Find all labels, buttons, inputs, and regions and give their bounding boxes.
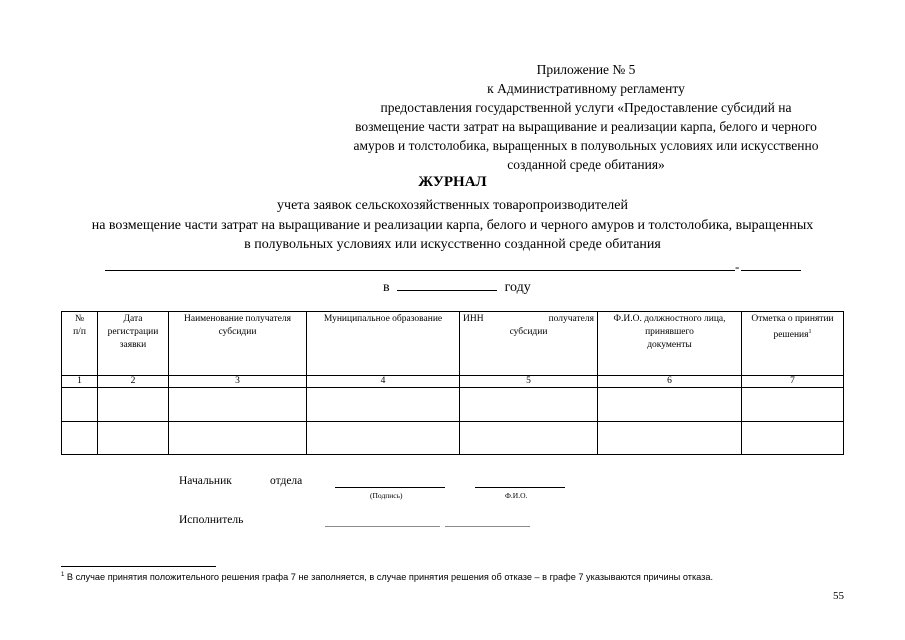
name-caption: Ф.И.О.: [505, 491, 528, 500]
table-header-row: [62, 312, 844, 376]
footnote: [61, 572, 713, 582]
table-cell: [460, 388, 598, 421]
name-line: [475, 486, 565, 488]
header-decision: Отметка о принятии решения$^1$: [742, 312, 844, 376]
organization-blank-line: [105, 270, 735, 271]
table-cell: [98, 388, 169, 421]
year-blank-line: [397, 278, 497, 291]
table-cell: [742, 421, 844, 455]
appendix-line: возмещение части затрат на выращивание и реализации карпа, белого и черного: [355, 119, 817, 134]
table-cell: [98, 421, 169, 455]
header-recipient: Наименование получателя субсидии: [169, 312, 307, 376]
journal-subtitle: [40, 196, 865, 255]
footnote-text: В случае принятия положительного решения графа 7 не заполняется, в случае принятия решения об отказе – в графе 7 указываются причины отказа.: [66, 572, 714, 583]
year-suffix: году: [504, 280, 531, 295]
signature-line: [335, 486, 445, 488]
header-num: № п/п: [62, 312, 98, 376]
footnote-ref: 1: [808, 329, 812, 335]
year-prefix: в: [383, 280, 390, 295]
column-number: 2: [98, 375, 169, 387]
appendix-line: созданной среде обитания»: [507, 157, 665, 172]
table-cell: [307, 421, 460, 455]
executor-name-line: [445, 525, 530, 527]
table-cell: [62, 421, 98, 455]
column-number: 3: [169, 375, 307, 387]
appendix-line: Приложение № 5: [536, 62, 636, 77]
column-number: 7: [742, 375, 844, 387]
journal-subtitle-line: учета заявок сельскохозяйственных товаропроизводителей: [277, 198, 628, 213]
journal-subtitle-line: в полувольных условиях или искусственно созданной среде обитания: [244, 237, 661, 252]
appendix-line: амуров и толстолобика, выращенных в полувольных условиях или искусственно: [353, 138, 819, 153]
header-municipality: Муниципальное образование: [307, 312, 460, 376]
page-number: 55: [833, 590, 844, 602]
table-cell: [62, 388, 98, 421]
department-label: отдела: [270, 475, 303, 487]
appendix-line: к Административному регламенту: [487, 81, 685, 96]
appendix-header: [330, 60, 842, 174]
table-cell: [598, 421, 742, 455]
head-label: Начальник: [179, 475, 232, 487]
table-cell: [169, 421, 307, 455]
column-number: 1: [62, 375, 98, 387]
column-number: 6: [598, 375, 742, 387]
period-blank-line: [741, 270, 801, 271]
column-number: 5: [460, 375, 598, 387]
table-row: [62, 421, 844, 455]
table-row: [62, 388, 844, 421]
executor-signature-line: [325, 525, 440, 527]
appendix-line: предоставления государственной услуги «Предоставление субсидий на: [380, 100, 792, 115]
year-row: [383, 278, 531, 296]
journal-title: ЖУРНАЛ: [418, 174, 487, 190]
executor-label: Исполнитель: [179, 514, 244, 526]
table-cell: [598, 388, 742, 421]
journal-subtitle-line: на возмещение части затрат на выращивание и реализации карпа, белого и черного амуров и толстолобика, выращенных: [91, 217, 814, 233]
signature-caption: (Подпись): [370, 491, 403, 500]
footnote-mark: 1: [61, 572, 65, 578]
header-inn: ИНН получателя субсидии: [460, 312, 598, 376]
journal-table: [61, 311, 844, 455]
table-cell: [307, 388, 460, 421]
column-number: 4: [307, 375, 460, 387]
table-cell: [460, 421, 598, 455]
header-official: Ф.И.О. должностного лица, принявшего документы: [598, 312, 742, 376]
table-cell: [742, 388, 844, 421]
column-number-row: [62, 375, 844, 387]
table-cell: [169, 388, 307, 421]
period-dash: -: [735, 259, 740, 274]
header-date: Дата регистрации заявки: [98, 312, 169, 376]
footnote-separator: [61, 566, 216, 567]
